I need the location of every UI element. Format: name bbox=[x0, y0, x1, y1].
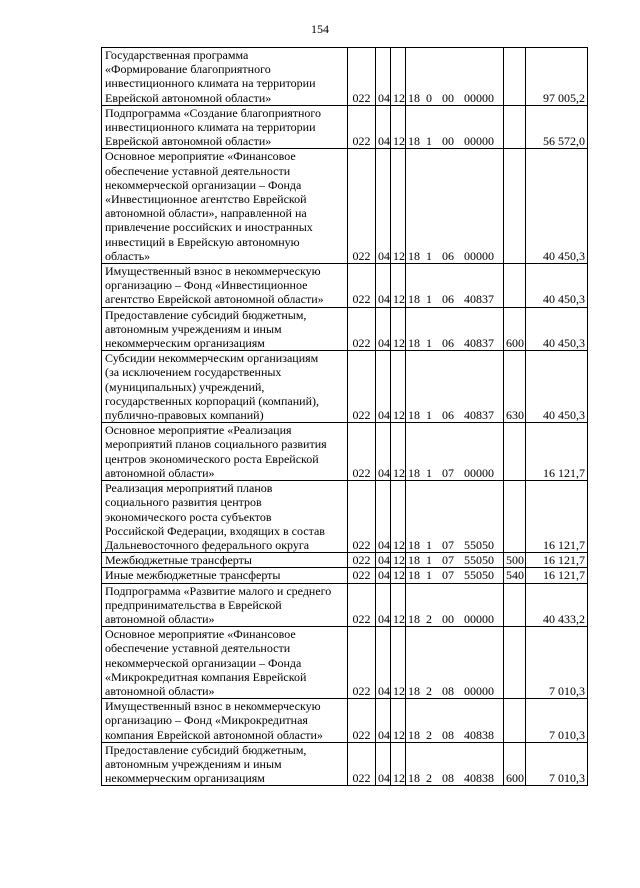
subsection-code-cell: 12 bbox=[391, 627, 406, 699]
target-code bbox=[408, 466, 498, 480]
target-code bbox=[408, 538, 498, 552]
row-name-cell bbox=[102, 627, 348, 699]
expense-type-cell bbox=[504, 48, 526, 106]
table-row bbox=[102, 583, 588, 627]
section-code-cell: 04 bbox=[376, 699, 391, 743]
target-code bbox=[408, 728, 498, 742]
row-name-line: автономной области» bbox=[105, 611, 215, 626]
row-name-cell bbox=[102, 149, 348, 264]
row-name-line: Основное мероприятие «Финансовое bbox=[105, 627, 296, 642]
target-code-part: 08 bbox=[442, 727, 454, 742]
row-name-cell bbox=[102, 105, 348, 149]
row-name-cell bbox=[102, 742, 348, 786]
subsection-code-cell: 12 bbox=[391, 699, 406, 743]
amount-cell: 40 450,3 bbox=[526, 264, 588, 308]
table-row bbox=[102, 699, 588, 743]
ministry-code-cell: 022 bbox=[348, 105, 376, 149]
target-code-part: 00000 bbox=[464, 465, 494, 480]
amount-cell: 40 450,3 bbox=[526, 307, 588, 351]
target-code-cell bbox=[406, 48, 504, 106]
row-name-cell bbox=[102, 351, 348, 423]
row-name-line: «Формирование благоприятного bbox=[105, 62, 271, 77]
row-name-line: некоммерческим организациям bbox=[105, 336, 265, 351]
budget-table-body bbox=[102, 48, 588, 786]
target-code-part: 2 bbox=[426, 683, 432, 698]
row-name-line: социального развития центров bbox=[105, 495, 262, 510]
row-name-line: автономным учреждениям и иным bbox=[105, 756, 282, 771]
section-code-cell: 04 bbox=[376, 149, 391, 264]
ministry-code-cell: 022 bbox=[348, 48, 376, 106]
target-code-cell bbox=[406, 699, 504, 743]
expense-type-cell bbox=[504, 423, 526, 481]
target-code-part: 40837 bbox=[464, 292, 494, 307]
expense-type-cell bbox=[504, 481, 526, 553]
ministry-code-cell: 022 bbox=[348, 568, 376, 583]
target-code-cell bbox=[406, 264, 504, 308]
target-code-part: 40838 bbox=[464, 771, 494, 786]
subsection-code-cell: 12 bbox=[391, 742, 406, 786]
target-code bbox=[408, 408, 498, 422]
row-name-cell bbox=[102, 699, 348, 743]
row-name-line: Иные межбюджетные трансферты bbox=[105, 568, 281, 583]
target-code-part: 18 bbox=[408, 568, 420, 583]
target-code-cell bbox=[406, 481, 504, 553]
expense-type-cell bbox=[504, 264, 526, 308]
row-name-line: публично-правовых компаний) bbox=[105, 408, 264, 423]
subsection-code-cell: 12 bbox=[391, 423, 406, 481]
amount-cell: 7 010,3 bbox=[526, 627, 588, 699]
amount-cell: 7 010,3 bbox=[526, 699, 588, 743]
target-code-cell bbox=[406, 149, 504, 264]
section-code-cell: 04 bbox=[376, 583, 391, 627]
target-code-part: 06 bbox=[442, 292, 454, 307]
row-name-line: обеспечение уставной деятельности bbox=[105, 163, 291, 178]
target-code-part: 18 bbox=[408, 553, 420, 568]
table-row bbox=[102, 627, 588, 699]
row-name-line: экономического роста субъектов bbox=[105, 509, 272, 524]
target-code-cell bbox=[406, 553, 504, 568]
section-code-cell: 04 bbox=[376, 264, 391, 308]
page-number: 154 bbox=[311, 22, 329, 36]
target-code-part: 00 bbox=[442, 611, 454, 626]
row-name-cell bbox=[102, 553, 348, 568]
ministry-code-cell: 022 bbox=[348, 699, 376, 743]
table-row bbox=[102, 105, 588, 149]
target-code-part: 18 bbox=[408, 611, 420, 626]
target-code-part: 08 bbox=[442, 683, 454, 698]
expense-type-cell bbox=[504, 699, 526, 743]
amount-cell: 97 005,2 bbox=[526, 48, 588, 106]
target-code bbox=[408, 292, 498, 306]
amount-cell: 7 010,3 bbox=[526, 742, 588, 786]
target-code-part: 06 bbox=[442, 408, 454, 423]
ministry-code-cell: 022 bbox=[348, 307, 376, 351]
section-code-cell: 04 bbox=[376, 48, 391, 106]
table-row bbox=[102, 742, 588, 786]
row-name-line: организацию – Фонд «Микрокредитная bbox=[105, 713, 308, 728]
row-name-cell bbox=[102, 307, 348, 351]
subsection-code-cell: 12 bbox=[391, 264, 406, 308]
expense-type-cell bbox=[504, 105, 526, 149]
amount-cell: 16 121,7 bbox=[526, 553, 588, 568]
expense-type-cell bbox=[504, 627, 526, 699]
table-row bbox=[102, 149, 588, 264]
table-row bbox=[102, 553, 588, 568]
row-name-line: «Микрокредитная компания Еврейской bbox=[105, 669, 307, 684]
amount-cell: 40 433,2 bbox=[526, 583, 588, 627]
target-code bbox=[408, 336, 498, 350]
row-name-line: некоммерческой организации – Фонда bbox=[105, 177, 302, 192]
amount-cell: 40 450,3 bbox=[526, 149, 588, 264]
row-name-line: инвестиционного климата на территории bbox=[105, 120, 316, 135]
target-code-part: 2 bbox=[426, 727, 432, 742]
amount-cell: 16 121,7 bbox=[526, 423, 588, 481]
row-name-cell bbox=[102, 264, 348, 308]
target-code-cell bbox=[406, 742, 504, 786]
section-code-cell: 04 bbox=[376, 423, 391, 481]
target-code bbox=[408, 91, 498, 105]
target-code-part: 00 bbox=[442, 90, 454, 105]
table-row bbox=[102, 481, 588, 553]
target-code-part: 18 bbox=[408, 90, 420, 105]
target-code-part: 0 bbox=[426, 90, 432, 105]
ministry-code-cell: 022 bbox=[348, 627, 376, 699]
row-name-cell bbox=[102, 481, 348, 553]
row-name-line: инвестиций в Еврейскую автономную bbox=[105, 234, 300, 249]
row-name-line: Субсидии некоммерческим организациям bbox=[105, 351, 319, 366]
target-code-part: 18 bbox=[408, 408, 420, 423]
target-code-part: 1 bbox=[426, 336, 432, 351]
target-code-cell bbox=[406, 627, 504, 699]
expense-type-cell: 600 bbox=[504, 307, 526, 351]
row-name-line: Еврейской автономной области» bbox=[105, 90, 272, 105]
row-name-line: Предоставление субсидий бюджетным, bbox=[105, 742, 307, 757]
ministry-code-cell: 022 bbox=[348, 481, 376, 553]
target-code-part: 1 bbox=[426, 248, 432, 263]
target-code-part: 18 bbox=[408, 727, 420, 742]
subsection-code-cell: 12 bbox=[391, 149, 406, 264]
section-code-cell: 04 bbox=[376, 742, 391, 786]
target-code-part: 07 bbox=[442, 537, 454, 552]
target-code-cell bbox=[406, 105, 504, 149]
expense-type-cell bbox=[504, 583, 526, 627]
target-code-part: 00000 bbox=[464, 90, 494, 105]
target-code-part: 18 bbox=[408, 683, 420, 698]
row-name-cell bbox=[102, 423, 348, 481]
target-code-part: 00 bbox=[442, 134, 454, 149]
section-code-cell: 04 bbox=[376, 568, 391, 583]
target-code-part: 07 bbox=[442, 553, 454, 568]
target-code-part: 1 bbox=[426, 537, 432, 552]
target-code-cell bbox=[406, 307, 504, 351]
target-code-part: 18 bbox=[408, 336, 420, 351]
row-name-line: Предоставление субсидий бюджетным, bbox=[105, 307, 307, 322]
target-code bbox=[408, 553, 498, 567]
target-code-part: 2 bbox=[426, 611, 432, 626]
subsection-code-cell: 12 bbox=[391, 48, 406, 106]
row-name-line: Подпрограмма «Развитие малого и среднего bbox=[105, 583, 332, 598]
target-code-part: 18 bbox=[408, 771, 420, 786]
target-code-part: 55050 bbox=[464, 553, 494, 568]
table-row bbox=[102, 423, 588, 481]
amount-cell: 40 450,3 bbox=[526, 351, 588, 423]
row-name-line: привлечение российских и иностранных bbox=[105, 220, 313, 235]
target-code-part: 1 bbox=[426, 292, 432, 307]
target-code-part: 00000 bbox=[464, 134, 494, 149]
row-name-line: мероприятий планов социального развития bbox=[105, 437, 327, 452]
amount-cell: 16 121,7 bbox=[526, 568, 588, 583]
row-name-line: некоммерческой организации – Фонда bbox=[105, 655, 302, 670]
ministry-code-cell: 022 bbox=[348, 149, 376, 264]
subsection-code-cell: 12 bbox=[391, 307, 406, 351]
target-code-part: 06 bbox=[442, 336, 454, 351]
target-code-part: 1 bbox=[426, 553, 432, 568]
target-code bbox=[408, 612, 498, 626]
target-code-part: 06 bbox=[442, 248, 454, 263]
ministry-code-cell: 022 bbox=[348, 742, 376, 786]
row-name-line: государственных корпораций (компаний), bbox=[105, 393, 319, 408]
row-name-line: автономной области» bbox=[105, 683, 215, 698]
section-code-cell: 04 bbox=[376, 105, 391, 149]
target-code bbox=[408, 249, 498, 263]
row-name-line: агентство Еврейской автономной области» bbox=[105, 292, 324, 307]
row-name-cell bbox=[102, 583, 348, 627]
target-code-part: 40837 bbox=[464, 336, 494, 351]
subsection-code-cell: 12 bbox=[391, 105, 406, 149]
row-name-line: (муниципальных) учреждений, bbox=[105, 379, 265, 394]
row-name-line: автономной области», направленной на bbox=[105, 206, 307, 221]
subsection-code-cell: 12 bbox=[391, 481, 406, 553]
target-code bbox=[408, 684, 498, 698]
section-code-cell: 04 bbox=[376, 481, 391, 553]
budget-table bbox=[101, 47, 588, 786]
target-code-part: 1 bbox=[426, 408, 432, 423]
section-code-cell: 04 bbox=[376, 351, 391, 423]
row-name-line: Реализация мероприятий планов bbox=[105, 481, 273, 496]
amount-cell: 56 572,0 bbox=[526, 105, 588, 149]
expense-type-cell: 600 bbox=[504, 742, 526, 786]
amount-cell: 16 121,7 bbox=[526, 481, 588, 553]
ministry-code-cell: 022 bbox=[348, 351, 376, 423]
row-name-line: область» bbox=[105, 248, 151, 263]
ministry-code-cell: 022 bbox=[348, 264, 376, 308]
row-name-line: автономной области» bbox=[105, 465, 215, 480]
table-row bbox=[102, 351, 588, 423]
expense-type-cell bbox=[504, 149, 526, 264]
expense-type-cell: 540 bbox=[504, 568, 526, 583]
row-name-cell bbox=[102, 568, 348, 583]
row-name-line: Подпрограмма «Создание благоприятного bbox=[105, 105, 322, 120]
row-name-line: Имущественный взнос в некоммерческую bbox=[105, 264, 321, 279]
target-code-cell bbox=[406, 568, 504, 583]
ministry-code-cell: 022 bbox=[348, 423, 376, 481]
target-code-part: 08 bbox=[442, 771, 454, 786]
row-name-line: Основное мероприятие «Реализация bbox=[105, 423, 292, 438]
expense-type-cell: 630 bbox=[504, 351, 526, 423]
row-name-line: (за исключением государственных bbox=[105, 365, 282, 380]
target-code bbox=[408, 134, 498, 148]
row-name-line: предпринимательства в Еврейской bbox=[105, 597, 282, 612]
target-code-part: 1 bbox=[426, 134, 432, 149]
row-name-line: организацию – Фонд «Инвестиционное bbox=[105, 278, 308, 293]
target-code-part: 07 bbox=[442, 568, 454, 583]
target-code-part: 18 bbox=[408, 248, 420, 263]
row-name-line: автономным учреждениям и иным bbox=[105, 321, 282, 336]
row-name-line: центров экономического роста Еврейской bbox=[105, 451, 319, 466]
target-code bbox=[408, 771, 498, 785]
row-name-line: инвестиционного климата на территории bbox=[105, 76, 316, 91]
subsection-code-cell: 12 bbox=[391, 583, 406, 627]
target-code-cell bbox=[406, 583, 504, 627]
row-name-line: «Инвестиционное агентство Еврейской bbox=[105, 192, 307, 207]
expense-type-cell: 500 bbox=[504, 553, 526, 568]
ministry-code-cell: 022 bbox=[348, 583, 376, 627]
row-name-line: Государственная программа bbox=[105, 48, 249, 62]
subsection-code-cell: 12 bbox=[391, 568, 406, 583]
target-code bbox=[408, 568, 498, 582]
target-code-part: 55050 bbox=[464, 568, 494, 583]
subsection-code-cell: 12 bbox=[391, 351, 406, 423]
row-name-line: Имущественный взнос в некоммерческую bbox=[105, 699, 321, 714]
target-code-part: 18 bbox=[408, 465, 420, 480]
target-code-part: 18 bbox=[408, 537, 420, 552]
section-code-cell: 04 bbox=[376, 553, 391, 568]
target-code-part: 1 bbox=[426, 465, 432, 480]
target-code-part: 1 bbox=[426, 568, 432, 583]
ministry-code-cell: 022 bbox=[348, 553, 376, 568]
section-code-cell: 04 bbox=[376, 307, 391, 351]
row-name-line: компания Еврейской автономной области» bbox=[105, 727, 323, 742]
target-code-part: 00000 bbox=[464, 248, 494, 263]
target-code-part: 18 bbox=[408, 292, 420, 307]
table-row bbox=[102, 568, 588, 583]
table-row bbox=[102, 48, 588, 106]
row-name-line: Межбюджетные трансферты bbox=[105, 553, 252, 568]
table-row bbox=[102, 264, 588, 308]
target-code-cell bbox=[406, 423, 504, 481]
target-code-part: 55050 bbox=[464, 537, 494, 552]
target-code-part: 40837 bbox=[464, 408, 494, 423]
row-name-line: Дальневосточного федерального округа bbox=[105, 537, 310, 552]
target-code-cell bbox=[406, 351, 504, 423]
table-row bbox=[102, 307, 588, 351]
target-code-part: 18 bbox=[408, 134, 420, 149]
target-code-part: 00000 bbox=[464, 611, 494, 626]
row-name-line: Основное мероприятие «Финансовое bbox=[105, 149, 296, 164]
row-name-line: обеспечение уставной деятельности bbox=[105, 641, 291, 656]
row-name-line: Российской Федерации, входящих в состав bbox=[105, 523, 325, 538]
subsection-code-cell: 12 bbox=[391, 553, 406, 568]
target-code-part: 40838 bbox=[464, 727, 494, 742]
target-code-part: 07 bbox=[442, 465, 454, 480]
row-name-line: Еврейской автономной области» bbox=[105, 134, 272, 149]
section-code-cell: 04 bbox=[376, 627, 391, 699]
row-name-cell bbox=[102, 48, 348, 106]
row-name-line: некоммерческим организациям bbox=[105, 771, 265, 786]
target-code-part: 2 bbox=[426, 771, 432, 786]
target-code-part: 00000 bbox=[464, 683, 494, 698]
